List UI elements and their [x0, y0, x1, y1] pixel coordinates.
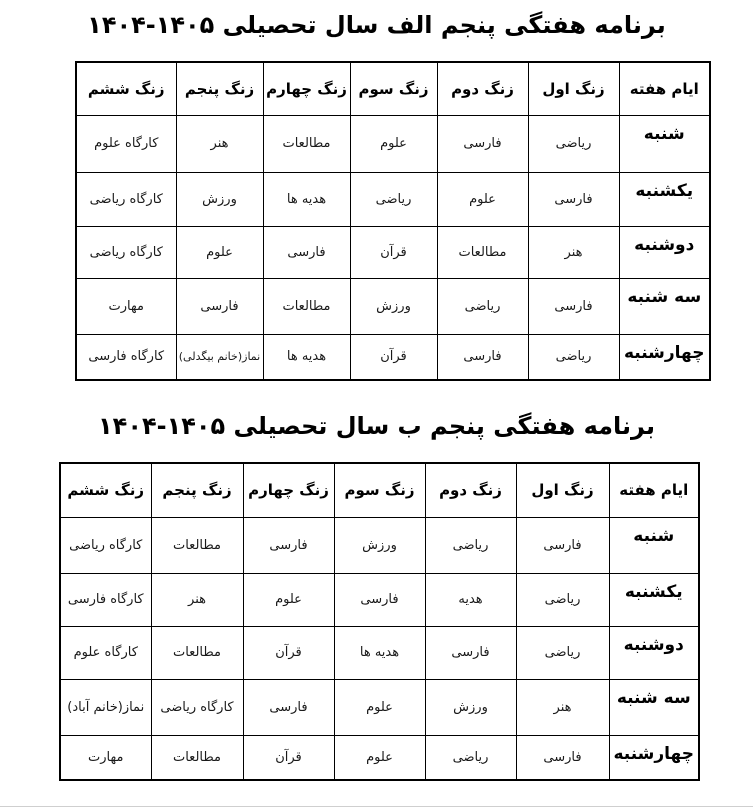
schedule-cell: نماز(خانم بیگدلی): [176, 334, 263, 380]
day-label: یکشنبه: [609, 573, 699, 626]
schedule-cell: کارگاه علوم: [76, 115, 176, 172]
schedule-cell: مطالعات: [151, 517, 243, 573]
schedule-cell: ورزش: [425, 679, 516, 735]
schedule-cell: ورزش: [334, 517, 425, 573]
schedule-cell: ریاضی: [528, 334, 619, 380]
schedule-cell: کارگاه فارسی: [76, 334, 176, 380]
schedule-cell: فارسی: [263, 226, 350, 278]
schedule-cell: علوم: [243, 573, 334, 626]
day-label: دوشنبه: [609, 626, 699, 679]
schedule-cell: کارگاه ریاضی: [76, 172, 176, 226]
schedule-cell: مطالعات: [263, 115, 350, 172]
header-period-3: زنگ سوم: [334, 463, 425, 517]
schedule-cell: کارگاه ریاضی: [151, 679, 243, 735]
page-bottom-divider: [0, 806, 753, 807]
header-day: ایام هفته: [609, 463, 699, 517]
header-day: ایام هفته: [619, 62, 710, 115]
header-period-1: زنگ اول: [516, 463, 609, 517]
header-period-4: زنگ چهارم: [243, 463, 334, 517]
header-period-1: زنگ اول: [528, 62, 619, 115]
schedule-cell: فارسی: [176, 278, 263, 334]
schedule-cell: فارسی: [425, 626, 516, 679]
schedule-cell: کارگاه علوم: [60, 626, 151, 679]
schedule-b-table: [59, 462, 700, 781]
schedule-cell: کارگاه فارسی: [60, 573, 151, 626]
schedule-cell: مطالعات: [151, 626, 243, 679]
schedule-cell: علوم: [334, 679, 425, 735]
table-row: [60, 573, 699, 626]
schedule-cell: فارسی: [437, 115, 528, 172]
day-label: چهارشنبه: [609, 735, 699, 780]
schedule-cell: فارسی: [243, 679, 334, 735]
schedule-a-title: برنامه هفتگی پنجم الف سال تحصیلی ۱۴۰۵-۱۴۰۴: [87, 11, 666, 39]
schedule-cell: فارسی: [528, 172, 619, 226]
schedule-a-table: [75, 61, 711, 381]
day-label: چهارشنبه: [619, 334, 710, 380]
schedule-cell: ریاضی: [425, 735, 516, 780]
schedule-cell: ریاضی: [437, 278, 528, 334]
schedule-cell: قرآن: [350, 226, 437, 278]
schedule-cell: ورزش: [176, 172, 263, 226]
schedule-cell: قرآن: [243, 735, 334, 780]
schedule-cell: هنر: [151, 573, 243, 626]
table-row: [60, 517, 699, 573]
schedule-cell: فارسی: [528, 278, 619, 334]
day-label: شنبه: [609, 517, 699, 573]
schedule-cell: هنر: [528, 226, 619, 278]
schedule-cell: مهارت: [76, 278, 176, 334]
header-period-5: زنگ پنجم: [151, 463, 243, 517]
table-row: [76, 226, 710, 278]
schedule-cell: علوم: [334, 735, 425, 780]
table-row: [60, 626, 699, 679]
header-period-3: زنگ سوم: [350, 62, 437, 115]
schedule-cell: فارسی: [243, 517, 334, 573]
schedule-cell: فارسی: [516, 517, 609, 573]
schedule-cell: هدیه: [425, 573, 516, 626]
table-header-row: [76, 62, 710, 115]
header-period-6: زنگ ششم: [76, 62, 176, 115]
day-label: سه شنبه: [619, 278, 710, 334]
header-period-6: زنگ ششم: [60, 463, 151, 517]
schedule-cell: قرآن: [350, 334, 437, 380]
schedule-cell: ریاضی: [350, 172, 437, 226]
schedule-cell: نماز(خانم آباد): [60, 679, 151, 735]
schedule-cell: مطالعات: [263, 278, 350, 334]
header-period-2: زنگ دوم: [425, 463, 516, 517]
header-period-5: زنگ پنجم: [176, 62, 263, 115]
header-period-2: زنگ دوم: [437, 62, 528, 115]
schedule-cell: ریاضی: [425, 517, 516, 573]
schedule-cell: مهارت: [60, 735, 151, 780]
day-label: شنبه: [619, 115, 710, 172]
schedule-cell: ریاضی: [528, 115, 619, 172]
schedule-cell: هدیه ها: [263, 334, 350, 380]
day-label: سه شنبه: [609, 679, 699, 735]
table-row: [60, 679, 699, 735]
schedule-cell: علوم: [176, 226, 263, 278]
header-period-4: زنگ چهارم: [263, 62, 350, 115]
schedule-cell: ورزش: [350, 278, 437, 334]
table-row: [76, 334, 710, 380]
day-label: دوشنبه: [619, 226, 710, 278]
schedule-cell: هدیه ها: [263, 172, 350, 226]
table-row: [76, 115, 710, 172]
schedule-cell: فارسی: [437, 334, 528, 380]
schedule-cell: علوم: [350, 115, 437, 172]
schedule-cell: هنر: [176, 115, 263, 172]
schedule-cell: ریاضی: [516, 573, 609, 626]
schedule-cell: فارسی: [516, 735, 609, 780]
schedule-cell: کارگاه ریاضی: [60, 517, 151, 573]
schedule-cell: هدیه ها: [334, 626, 425, 679]
table-header-row: [60, 463, 699, 517]
schedule-cell: علوم: [437, 172, 528, 226]
schedule-cell: مطالعات: [151, 735, 243, 780]
table-row: [76, 172, 710, 226]
schedule-cell: هنر: [516, 679, 609, 735]
table-row: [60, 735, 699, 780]
schedule-cell: فارسی: [334, 573, 425, 626]
schedule-cell: قرآن: [243, 626, 334, 679]
table-row: [76, 278, 710, 334]
schedule-b-title: برنامه هفتگی پنجم ب سال تحصیلی ۱۴۰۵-۱۴۰۴: [98, 412, 655, 440]
schedule-cell: مطالعات: [437, 226, 528, 278]
schedule-cell: ریاضی: [516, 626, 609, 679]
day-label: یکشنبه: [619, 172, 710, 226]
schedule-cell: کارگاه ریاضی: [76, 226, 176, 278]
